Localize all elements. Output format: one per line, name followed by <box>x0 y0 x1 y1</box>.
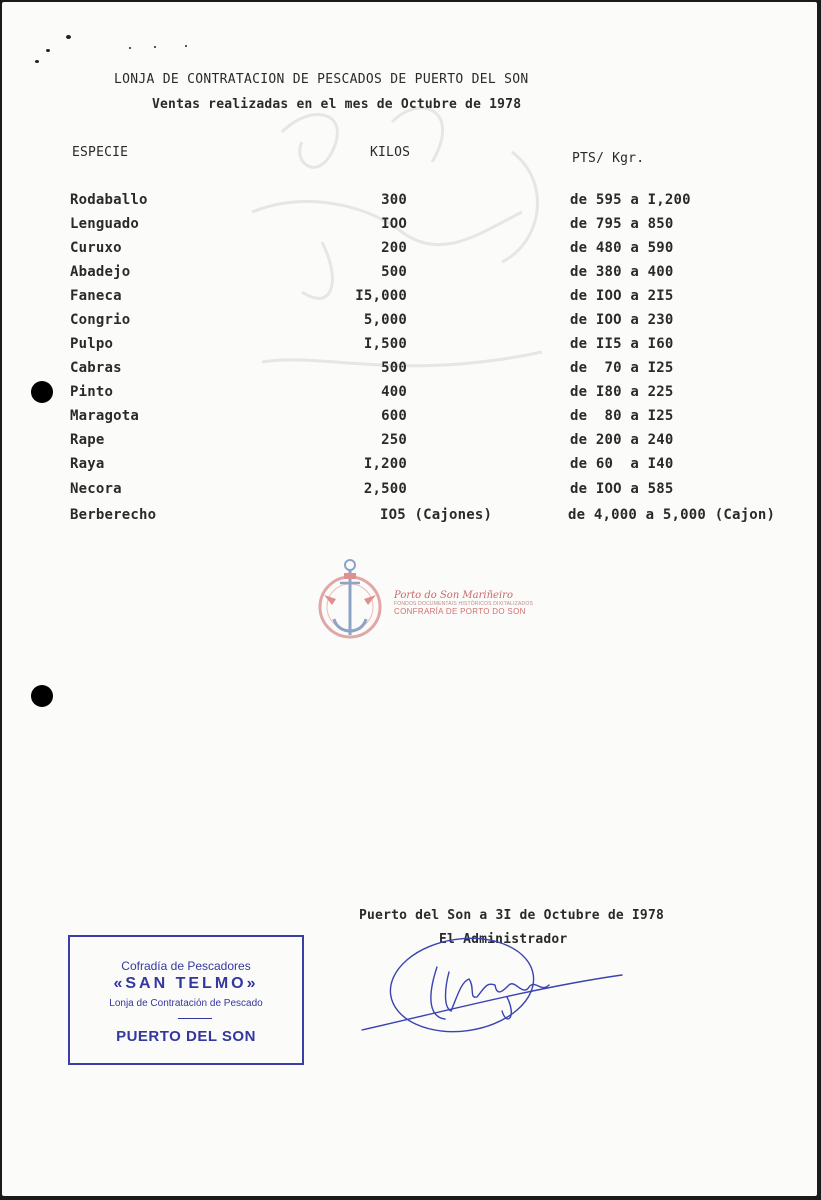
watermark-org: CONFRARÍA DE PORTO DO SON <box>394 607 526 616</box>
kilos-cell: 500 <box>381 360 407 376</box>
kilos-cell: IO5 (Cajones) <box>380 507 493 523</box>
table-row <box>2 312 817 336</box>
kilos-cell: I5,000 <box>355 288 407 304</box>
table-row <box>2 456 817 480</box>
species-cell: Rape <box>70 432 105 448</box>
document-page <box>2 2 817 1196</box>
punch-hole <box>31 381 53 403</box>
species-cell: Rodaballo <box>70 192 148 208</box>
institution-stamp <box>68 935 304 1065</box>
stamp-divider <box>178 1018 212 1019</box>
kilos-cell: 250 <box>381 432 407 448</box>
place-date: Puerto del Son a 3I de Octubre de I978 <box>359 908 665 923</box>
table-row <box>2 288 817 312</box>
table-row <box>2 408 817 432</box>
price-cell: de 70 a I25 <box>570 360 674 376</box>
price-cell: de II5 a I60 <box>570 336 674 352</box>
species-cell: Faneca <box>70 288 122 304</box>
kilos-cell: 5,000 <box>363 312 407 328</box>
table-row <box>2 507 817 531</box>
species-cell: Pinto <box>70 384 114 400</box>
document-title: LONJA DE CONTRATACION DE PESCADOS DE PUERTO DEL SON <box>114 72 529 87</box>
price-cell: de 60 a I40 <box>570 456 674 472</box>
species-cell: Curuxo <box>70 240 122 256</box>
species-cell: Berberecho <box>70 507 157 523</box>
watermark-brand: Porto do Son Mariñeiro <box>394 590 513 601</box>
price-cell: de IOO a 230 <box>570 312 674 328</box>
kilos-cell: 400 <box>381 384 407 400</box>
kilos-cell: I,200 <box>363 456 407 472</box>
kilos-cell: 500 <box>381 264 407 280</box>
column-header-species: ESPECIE <box>72 145 129 160</box>
price-cell: de 595 a I,200 <box>570 192 691 208</box>
paper-speck <box>129 47 131 49</box>
table-row <box>2 481 817 505</box>
table-row <box>2 384 817 408</box>
table-row <box>2 192 817 216</box>
kilos-cell: 300 <box>381 192 407 208</box>
paper-speck <box>66 35 71 39</box>
price-cell: de I80 a 225 <box>570 384 674 400</box>
document-subtitle: Ventas realizadas en el mes de Octubre de 1978 <box>152 97 522 112</box>
price-cell: de 795 a 850 <box>570 216 674 232</box>
price-cell: de IOO a 585 <box>570 481 674 497</box>
price-cell: de 4,000 a 5,000 (Cajon) <box>568 507 776 523</box>
watermark-text <box>394 590 533 616</box>
kilos-cell: I,500 <box>363 336 407 352</box>
anchor-seal-watermark <box>314 555 386 647</box>
price-cell: de IOO a 2I5 <box>570 288 674 304</box>
table-row <box>2 336 817 360</box>
paper-speck <box>154 46 156 48</box>
table-row <box>2 216 817 240</box>
price-cell: de 380 a 400 <box>570 264 674 280</box>
species-cell: Cabras <box>70 360 122 376</box>
punch-hole <box>31 685 53 707</box>
column-header-kilos: KILOS <box>370 145 411 160</box>
table-row <box>2 240 817 264</box>
table-row <box>2 432 817 456</box>
paper-speck <box>35 60 39 63</box>
species-cell: Pulpo <box>70 336 114 352</box>
species-cell: Abadejo <box>70 264 131 280</box>
species-cell: Lenguado <box>70 216 140 232</box>
species-cell: Raya <box>70 456 105 472</box>
paper-speck <box>185 45 187 47</box>
stamp-line-2: «SAN TELMO» <box>113 975 259 992</box>
paper-speck <box>46 49 50 52</box>
price-cell: de 80 a I25 <box>570 408 674 424</box>
species-cell: Congrio <box>70 312 131 328</box>
species-cell: Necora <box>70 481 122 497</box>
stamp-line-1: Cofradía de Pescadores <box>121 959 251 973</box>
handwritten-signature <box>357 927 632 1037</box>
price-cell: de 200 a 240 <box>570 432 674 448</box>
stamp-line-4: PUERTO DEL SON <box>116 1028 256 1045</box>
column-header-price: PTS/ Kgr. <box>572 151 645 166</box>
table-row <box>2 264 817 288</box>
kilos-cell: 600 <box>381 408 407 424</box>
watermark-tagline: FONDOS DOCUMENTAIS HISTÓRICOS DIXITALIZADOS <box>394 601 533 607</box>
price-cell: de 480 a 590 <box>570 240 674 256</box>
kilos-cell: IOO <box>381 216 407 232</box>
signer-role: El Administrador <box>439 932 568 947</box>
kilos-cell: 2,500 <box>363 481 407 497</box>
table-row <box>2 360 817 384</box>
kilos-cell: 200 <box>381 240 407 256</box>
stamp-line-3: Lonja de Contratación de Pescado <box>109 998 263 1009</box>
species-cell: Maragota <box>70 408 140 424</box>
